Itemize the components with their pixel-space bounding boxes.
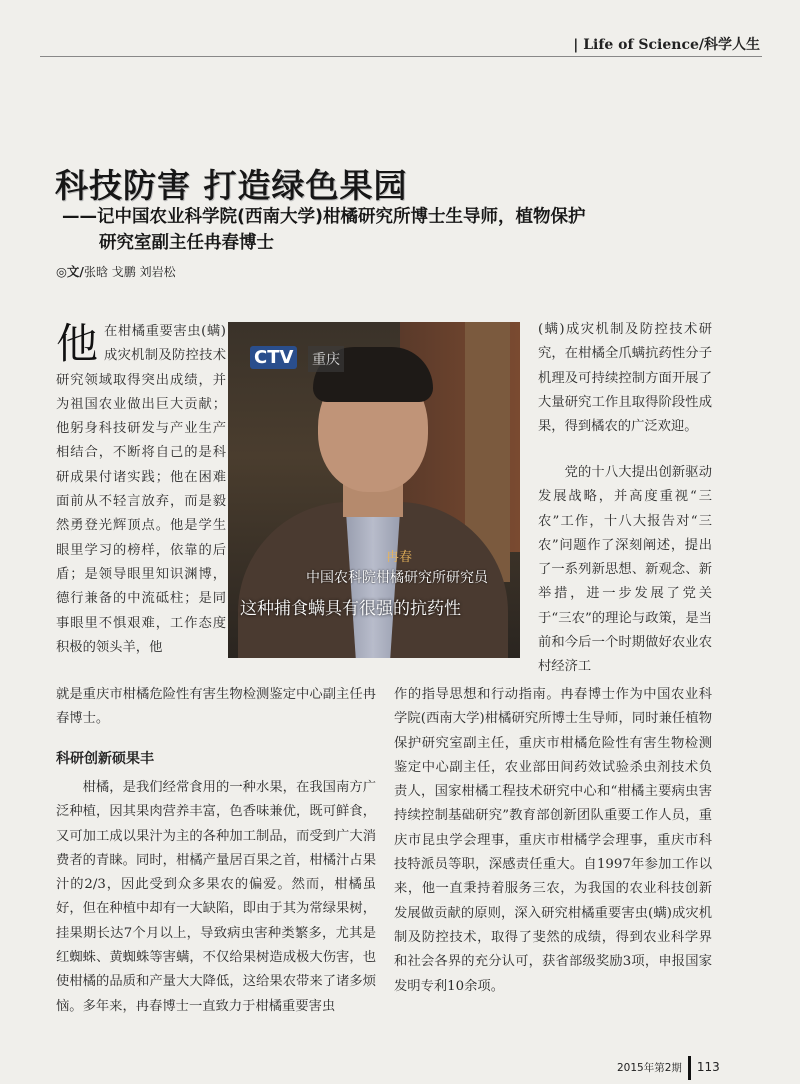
page-footer (617, 1056, 720, 1080)
page-number: 113 (696, 1060, 720, 1074)
right-column-top (538, 318, 712, 439)
left-body-column (56, 776, 376, 1019)
tv-logo: CTV (250, 346, 297, 369)
intro-text: 在柑橘重要害虫(螨)成灾机制及防控技术研究领域取得突出成绩，并为祖国农业做出巨大贡献；他躬身科技研发与产业生产相结合，不断将自己的是科研成果付诸实践；他在困难面前从不轻言放弃，而是毅然勇登光辉顶点。他是学生眼里学习的榜样，依靠的后盾；是领导眼里知识渊博，德行兼备的中流砥柱；是同事眼里不惧艰难，工作态度积极的领头羊，他 (56, 324, 226, 655)
photo-caption-title: 中国农科院柑橘研究所研究员 (306, 570, 488, 586)
intro-ending (56, 683, 376, 732)
subtitle-line-2: 研究室副主任冉春博士 (99, 233, 274, 253)
right-column-mid (538, 461, 712, 680)
right-body-column (394, 683, 712, 999)
left-body-text: 柑橘，是我们经常食用的一种水果，在我国南方广泛种植，因其果肉营养丰富，色香味兼优，既可鲜食，又可加工成以果汁为主的各种加工制品，而受到广大消费者的青睐。同时，柑橘产量居百果之首，柑橘汁占果汁的2/3，因此受到众多果农的偏爱。然而，柑橘虽好，但在种植中却有一大缺陷，即由于其为常绿果树，挂果期长达7个月以上，导致病虫害种类繁多，尤其是红蜘蛛、黄蜘蛛等害螨，不仅给果树造成极大伤害，也使柑橘的品质和产量大大降低，这给果农带来了诸多烦恼。多年来，冉春博士一直致力于柑橘重要害虫 (56, 780, 376, 1014)
section-heading: 科研创新硕果丰 (56, 751, 154, 767)
intro-column (56, 320, 226, 660)
photo-caption-quote: 这种捕食螨具有很强的抗药性 (240, 599, 461, 619)
section-header: | Life of Science/科学人生 (573, 37, 760, 53)
article-title: 科技防害 打造绿色果园 (55, 166, 408, 205)
right-body-text: 作的指导思想和行动指南。冉春博士作为中国农业科学院(西南大学)柑橘研究所博士生导师，同时兼任植物保护研究室副主任，重庆市柑橘危险性有害生物检测鉴定中心副主任，农业部田间药效试验杀虫剂技术负责人，国家柑橘工程技术研究中心和“柑橘主要病虫害持续控制基础研究”教育部创新团队重要工作人员，重庆市昆虫学会理事，重庆市柑橘学会理事，重庆市科技特派员等职，深感责任重大。自1997年参加工作以来，他一直秉持着服务三农，为我国的农业科技创新发展做贡献的原则，深入研究柑橘重要害虫(螨)成灾机制及防控技术，取得了斐然的成绩，得到农业科学界和社会各界的充分认可，获省部级奖励3项，申报国家发明专利10余项。 (394, 687, 712, 994)
byline-label: ◎文/ (56, 264, 84, 279)
footer-bar (688, 1056, 691, 1080)
drop-cap: 他 (56, 319, 99, 368)
byline (56, 262, 176, 280)
header-divider (40, 56, 762, 57)
subtitle-line-1: ——记中国农业科学院(西南大学)柑橘研究所博士生导师，植物保护 (62, 207, 586, 227)
byline-authors: 张晗 戈鹏 刘岩松 (83, 265, 176, 279)
intro-ending-text: 就是重庆市柑橘危险性有害生物检测鉴定中心副主任冉春博士。 (56, 687, 376, 727)
article-subtitle (62, 204, 742, 256)
right-mid-text: 党的十八大提出创新驱动发展战略，并高度重视“三农”工作，十八大报告对“三农”问题作了深刻阐述，提出了一系列新思想、新观念、新举措，进一步发展了党关于“三农”的理论与政策，是当前和今后一个时期做好农业农村经济工 (538, 465, 712, 675)
right-top-text: (螨)成灾机制及防控技术研究，在柑橘全爪螨抗药性分子机理及可持续控制方面开展了大量研究工作且取得阶段性成果，得到橘农的广泛欢迎。 (538, 322, 712, 435)
photo-name-tag: 冉春 (386, 550, 413, 565)
tv-logo-channel: 重庆 (308, 346, 344, 372)
issue-label: 2015年第2期 (617, 1062, 682, 1074)
interview-photo (228, 322, 520, 658)
